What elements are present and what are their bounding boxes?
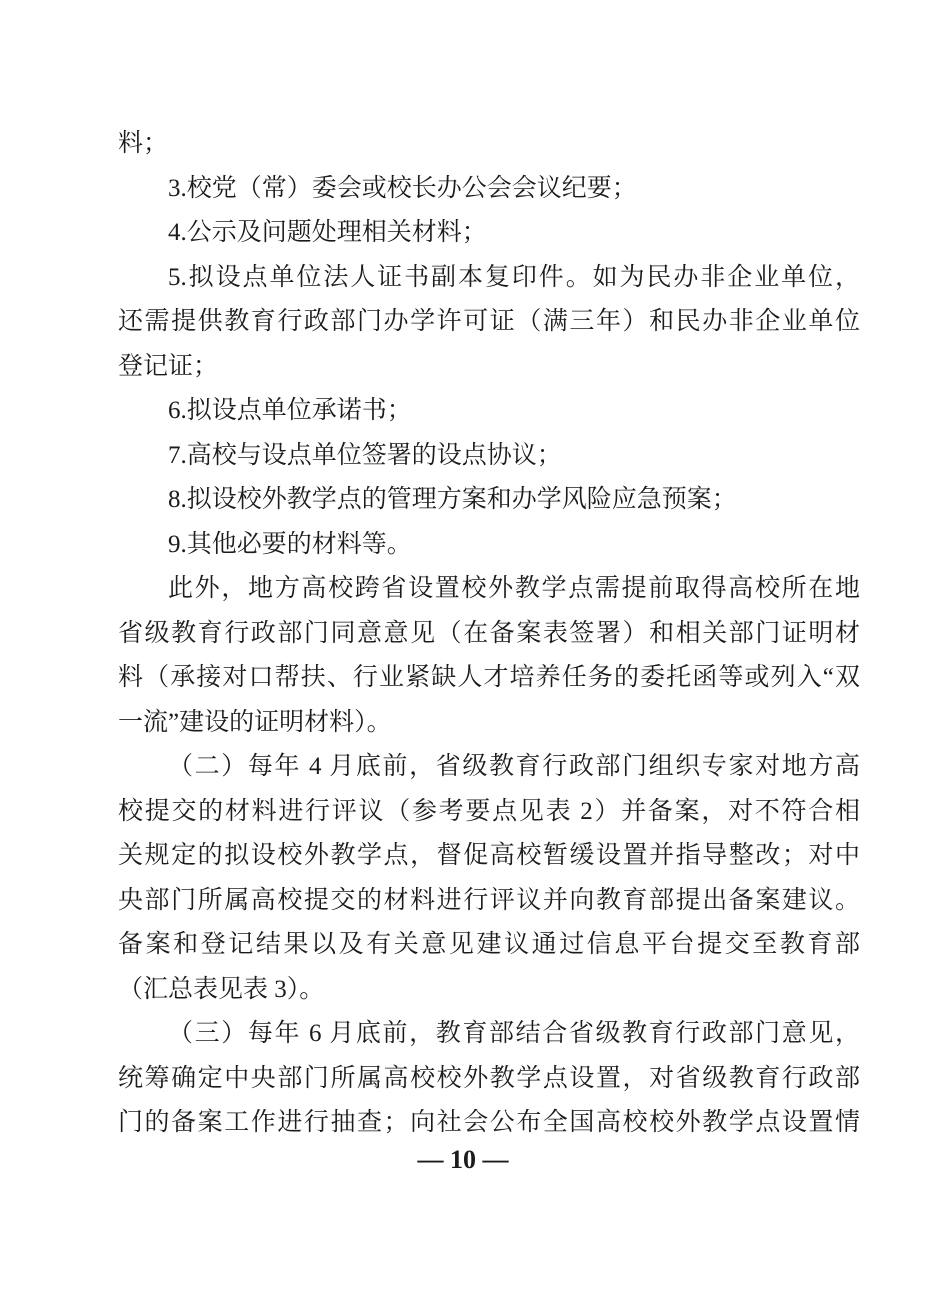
text-line: 7.高校与设点单位签署的设点协议；	[168, 441, 562, 469]
text-line: （二）每年 4 月底前，省级教育行政部门组织专家对地方高	[168, 753, 860, 780]
text-line: （三）每年 6 月底前，教育部结合省级教育行政部门意见，	[168, 1020, 860, 1047]
text-line: 6.拟设点单位承诺书；	[168, 397, 412, 424]
text-line: 5.拟设点单位法人证书副本复印件。如为民办非企业单位，	[168, 263, 860, 291]
text-line: 央部门所属高校提交的材料进行评议并向教育部提出备案建议。	[118, 886, 860, 914]
text-line: 校提交的材料进行评议（参考要点见表 2）并备案，对不符合相	[118, 797, 860, 825]
text-line: 此外，地方高校跨省设置校外教学点需提前取得高校所在地	[168, 575, 860, 602]
text-line: 统筹确定中央部门所属高校校外教学点设置，对省级教育行政部	[118, 1064, 860, 1092]
page-number: — 10 —	[417, 1145, 509, 1174]
text-line: 4.公示及问题处理相关材料；	[168, 219, 487, 246]
text-line: 9.其他必要的材料等。	[168, 530, 412, 558]
text-line: （汇总表见表 3）。	[118, 975, 325, 1003]
document-body	[118, 122, 860, 1146]
text-line: 一流”建设的证明材料）。	[118, 708, 392, 736]
page-footer	[0, 1140, 926, 1180]
text-line: 门的备案工作进行抽查；向社会公布全国高校校外教学点设置情	[118, 1109, 860, 1136]
text-line: 8.拟设校外教学点的管理方案和办学风险应急预案；	[168, 486, 737, 513]
text-line: 还需提供教育行政部门办学许可证（满三年）和民办非企业单位	[118, 308, 860, 335]
text-line: 3.校党（常）委会或校长办公会会议纪要；	[168, 174, 637, 202]
text-line: 登记证；	[118, 352, 219, 380]
text-line: 料；	[118, 130, 169, 157]
text-line: 省级教育行政部门同意意见（在备案表签署）和相关部门证明材	[118, 619, 860, 647]
text-line: 备案和登记结果以及有关意见建议通过信息平台提交至教育部	[118, 931, 860, 958]
text-line: 料（承接对口帮扶、行业紧缺人才培养任务的委托函等或列入“双	[118, 664, 860, 691]
text-line: 关规定的拟设校外教学点，督促高校暂缓设置并指导整改；对中	[118, 842, 860, 869]
